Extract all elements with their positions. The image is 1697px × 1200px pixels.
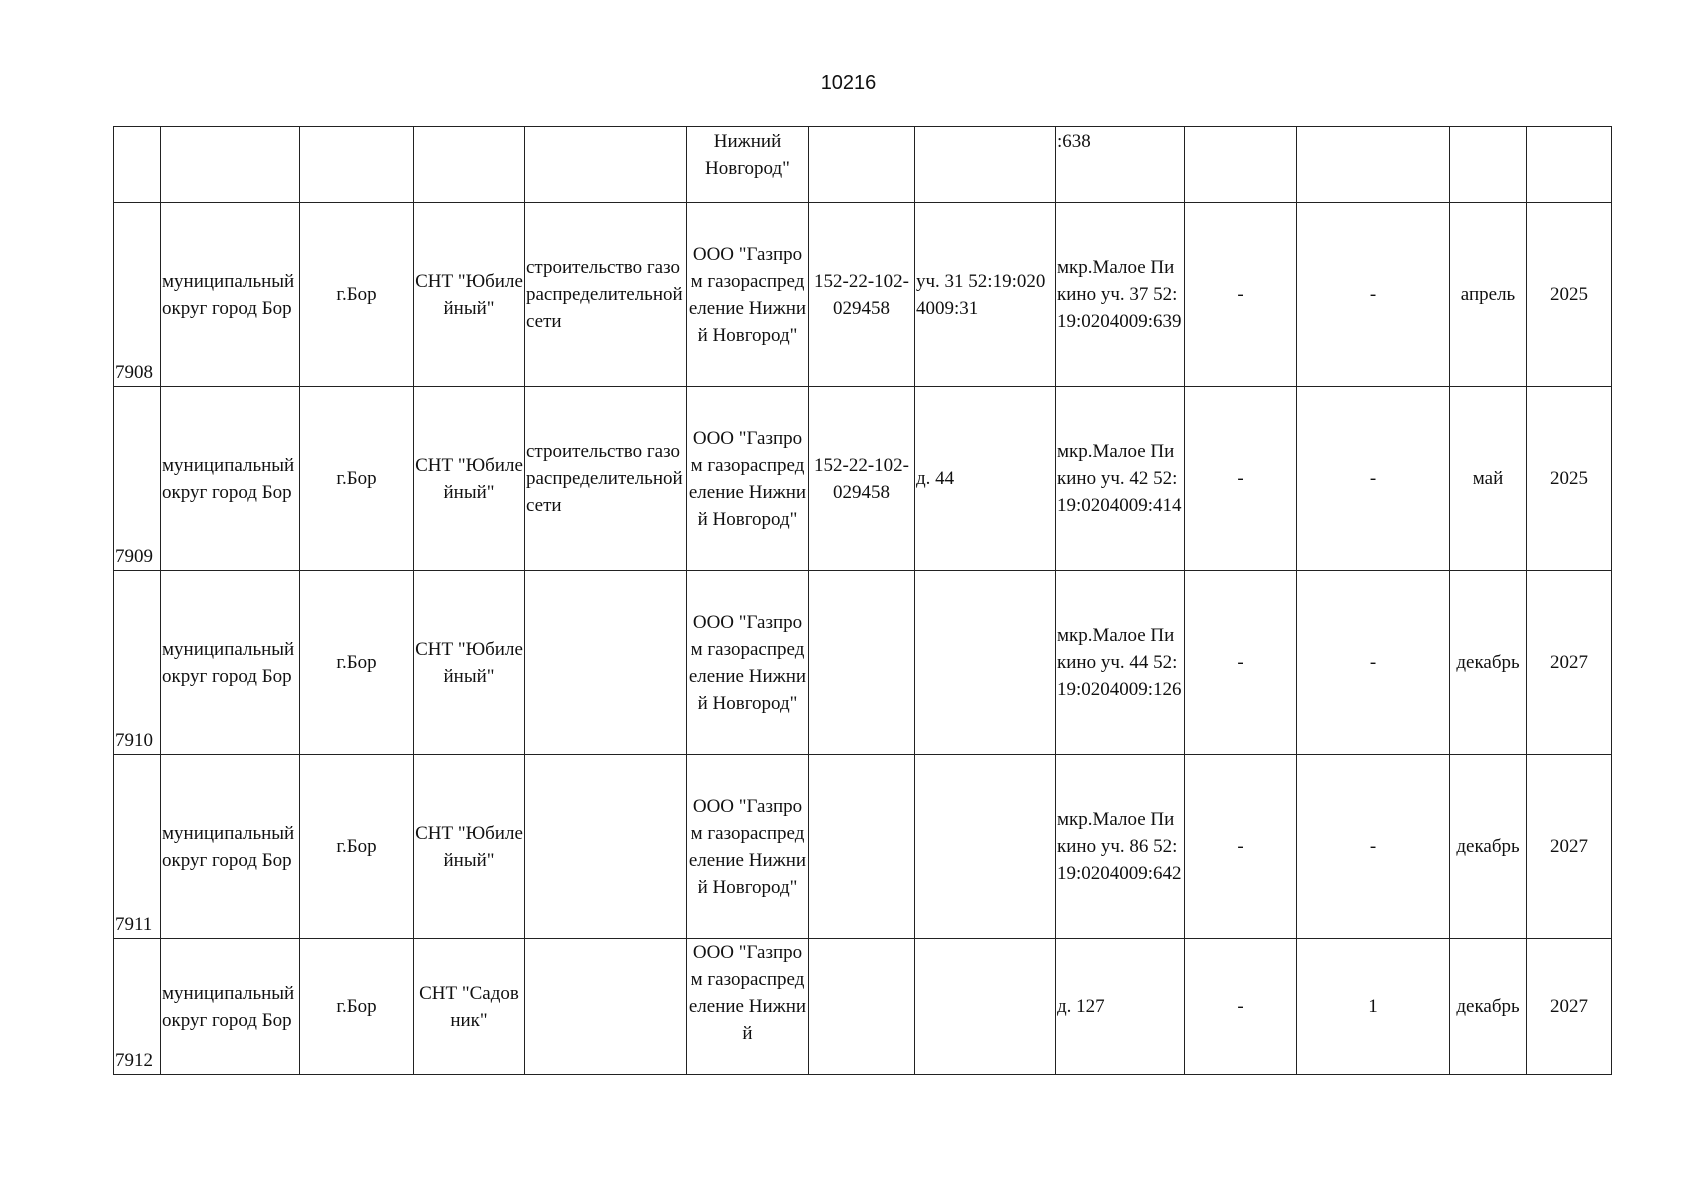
permit-cell bbox=[809, 571, 915, 755]
address-cell: уч. 31 52:19:0204009:31 bbox=[915, 203, 1056, 387]
work-cell bbox=[525, 755, 687, 939]
permit-cell bbox=[809, 939, 915, 1075]
work-cell bbox=[525, 939, 687, 1075]
work-cell bbox=[525, 571, 687, 755]
snt-cell: СНТ "Юбилейный" bbox=[414, 203, 525, 387]
snt-cell: СНТ "Юбилейный" bbox=[414, 387, 525, 571]
col10-cell: - bbox=[1185, 571, 1297, 755]
district-cell: муниципальный округ город Бор bbox=[161, 755, 300, 939]
row-number: 7909 bbox=[114, 387, 161, 571]
district-cell: муниципальный округ город Бор bbox=[161, 387, 300, 571]
col10-cell bbox=[1185, 127, 1297, 203]
table-row bbox=[114, 387, 1612, 571]
city-cell bbox=[300, 127, 414, 203]
table-row bbox=[114, 939, 1612, 1075]
parcel-cell: д. 127 bbox=[1056, 939, 1185, 1075]
city-cell: г.Бор bbox=[300, 755, 414, 939]
organization-cell: Нижний Новгород" bbox=[687, 127, 809, 203]
table-row bbox=[114, 571, 1612, 755]
address-cell bbox=[915, 755, 1056, 939]
work-cell: строительство газораспределительной сети bbox=[525, 203, 687, 387]
month-cell: апрель bbox=[1450, 203, 1527, 387]
col11-cell: - bbox=[1297, 571, 1450, 755]
parcel-cell: мкр.Малое Пикино уч. 42 52:19:0204009:414 bbox=[1056, 387, 1185, 571]
city-cell: г.Бор bbox=[300, 203, 414, 387]
parcel-cell: мкр.Малое Пикино уч. 86 52:19:0204009:642 bbox=[1056, 755, 1185, 939]
work-cell: строительство газораспределительной сети bbox=[525, 387, 687, 571]
table-row bbox=[114, 127, 1612, 203]
col11-cell: - bbox=[1297, 755, 1450, 939]
col11-cell: 1 bbox=[1297, 939, 1450, 1075]
snt-cell: СНТ "Юбилейный" bbox=[414, 571, 525, 755]
snt-cell: СНТ "Садовник" bbox=[414, 939, 525, 1075]
city-cell: г.Бор bbox=[300, 939, 414, 1075]
month-cell: май bbox=[1450, 387, 1527, 571]
page-number: 10216 bbox=[820, 72, 877, 94]
table-row bbox=[114, 203, 1612, 387]
month-cell: декабрь bbox=[1450, 755, 1527, 939]
year-cell: 2027 bbox=[1527, 939, 1612, 1075]
register-table bbox=[113, 126, 1612, 1075]
col11-cell: - bbox=[1297, 203, 1450, 387]
col10-cell: - bbox=[1185, 755, 1297, 939]
month-cell: декабрь bbox=[1450, 939, 1527, 1075]
district-cell bbox=[161, 127, 300, 203]
col11-cell: - bbox=[1297, 387, 1450, 571]
year-cell: 2025 bbox=[1527, 387, 1612, 571]
address-cell bbox=[915, 939, 1056, 1075]
row-number: 7908 bbox=[114, 203, 161, 387]
col11-cell bbox=[1297, 127, 1450, 203]
month-cell bbox=[1450, 127, 1527, 203]
permit-cell bbox=[809, 127, 915, 203]
table-row bbox=[114, 755, 1612, 939]
district-cell: муниципальный округ город Бор bbox=[161, 571, 300, 755]
work-cell bbox=[525, 127, 687, 203]
organization-cell: ООО "Газпром газораспределение Нижний Новгород" bbox=[687, 755, 809, 939]
organization-cell: ООО "Газпром газораспределение Нижний Новгород" bbox=[687, 571, 809, 755]
permit-cell bbox=[809, 755, 915, 939]
address-cell: д. 44 bbox=[915, 387, 1056, 571]
snt-cell bbox=[414, 127, 525, 203]
snt-cell: СНТ "Юбилейный" bbox=[414, 755, 525, 939]
year-cell: 2025 bbox=[1527, 203, 1612, 387]
year-cell bbox=[1527, 127, 1612, 203]
year-cell: 2027 bbox=[1527, 755, 1612, 939]
address-cell bbox=[915, 127, 1056, 203]
organization-cell: ООО "Газпром газораспределение Нижний bbox=[687, 939, 809, 1075]
district-cell: муниципальный округ город Бор bbox=[161, 939, 300, 1075]
month-cell: декабрь bbox=[1450, 571, 1527, 755]
district-cell: муниципальный округ город Бор bbox=[161, 203, 300, 387]
address-cell bbox=[915, 571, 1056, 755]
row-number: 7911 bbox=[114, 755, 161, 939]
row-number: 7910 bbox=[114, 571, 161, 755]
parcel-cell: :638 bbox=[1056, 127, 1185, 203]
organization-cell: ООО "Газпром газораспределение Нижний Новгород" bbox=[687, 387, 809, 571]
organization-cell: ООО "Газпром газораспределение Нижний Новгород" bbox=[687, 203, 809, 387]
city-cell: г.Бор bbox=[300, 387, 414, 571]
col10-cell: - bbox=[1185, 203, 1297, 387]
row-number: 7912 bbox=[114, 939, 161, 1075]
year-cell: 2027 bbox=[1527, 571, 1612, 755]
col10-cell: - bbox=[1185, 387, 1297, 571]
row-number bbox=[114, 127, 161, 203]
permit-cell: 152-22-102-029458 bbox=[809, 203, 915, 387]
city-cell: г.Бор bbox=[300, 571, 414, 755]
col10-cell: - bbox=[1185, 939, 1297, 1075]
parcel-cell: мкр.Малое Пикино уч. 37 52:19:0204009:639 bbox=[1056, 203, 1185, 387]
parcel-cell: мкр.Малое Пикино уч. 44 52:19:0204009:126 bbox=[1056, 571, 1185, 755]
permit-cell: 152-22-102-029458 bbox=[809, 387, 915, 571]
